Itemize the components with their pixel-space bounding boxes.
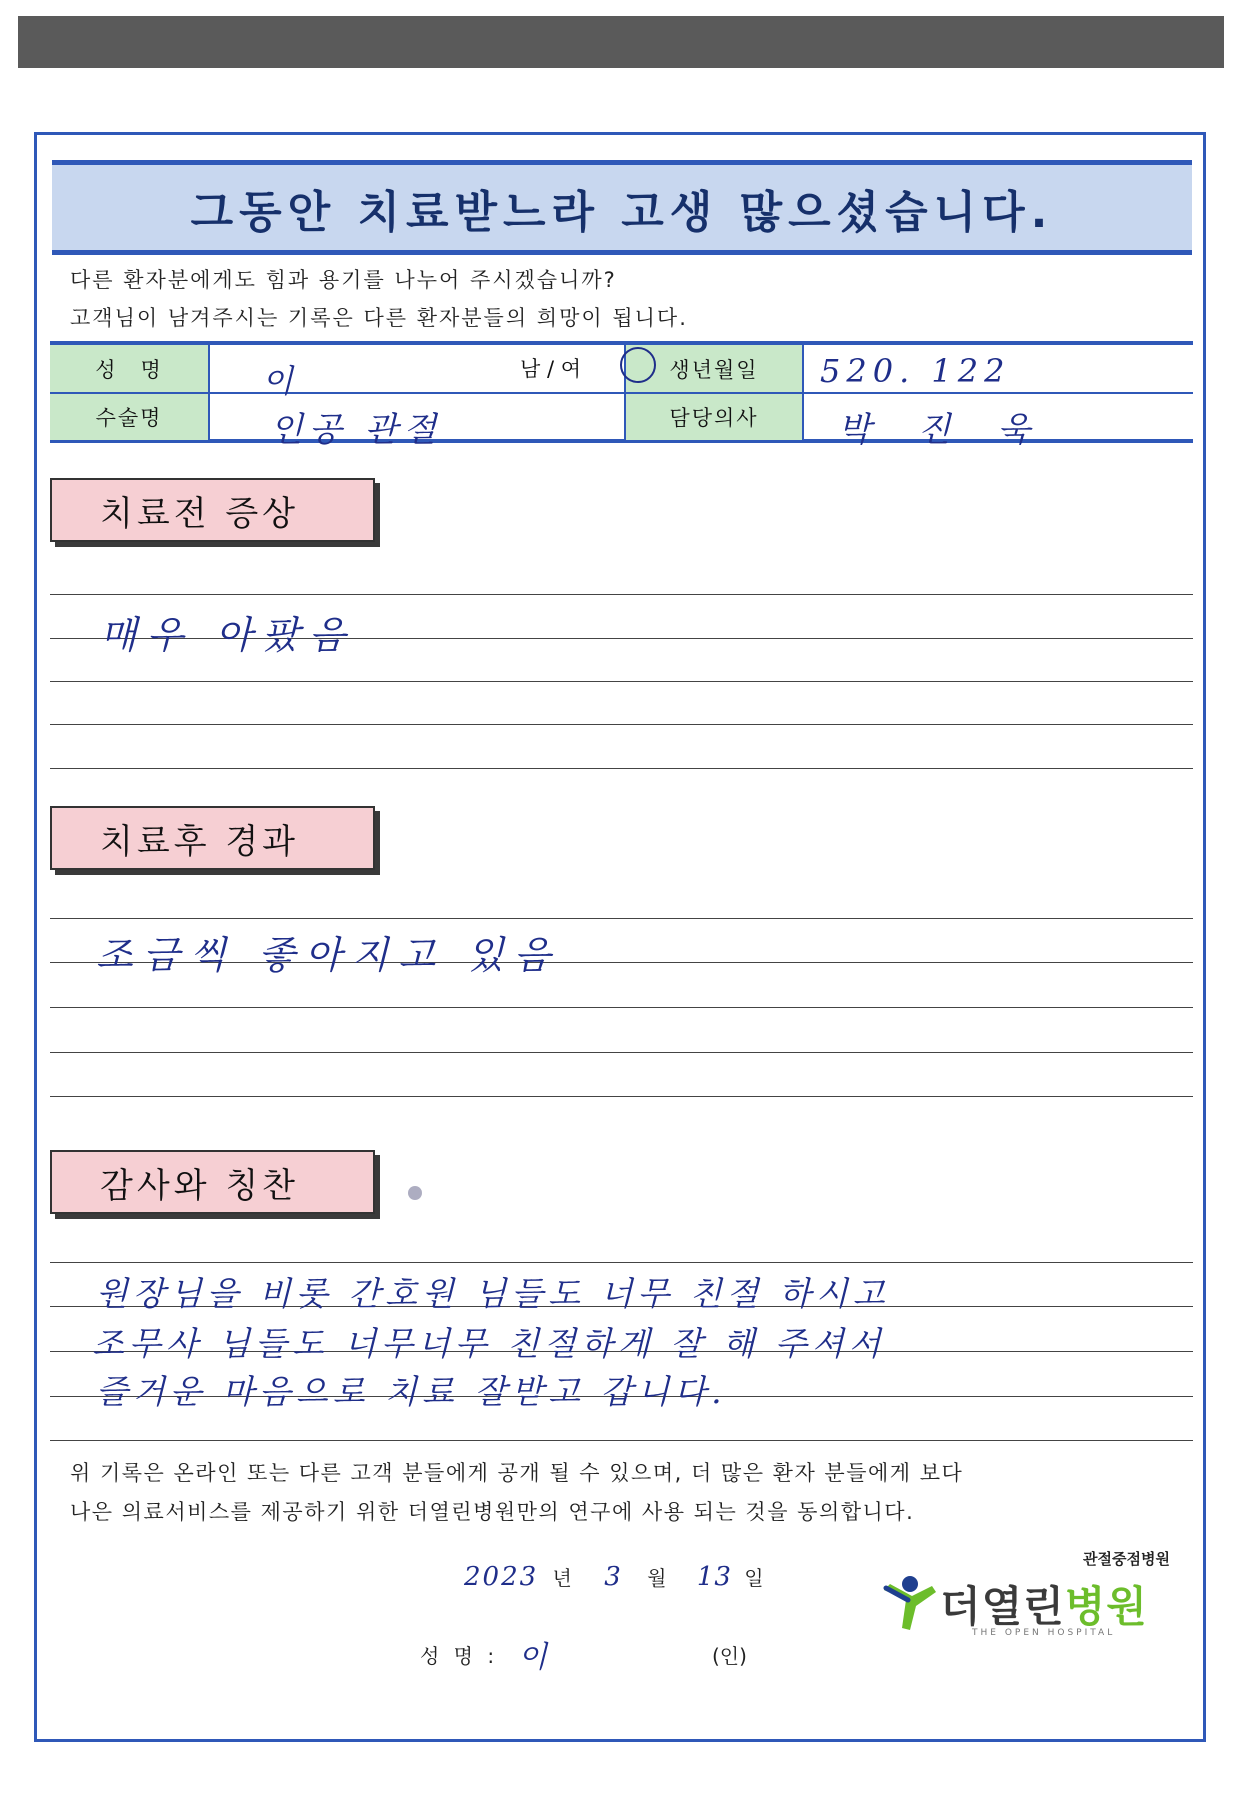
- gender-selection-circle: [620, 347, 656, 383]
- writing-line: [50, 918, 1193, 919]
- writing-line: [50, 1096, 1193, 1097]
- form-title: 그동안 치료받느라 고생 많으셨습니다.: [190, 186, 1054, 238]
- hospital-logo: [880, 1548, 1170, 1638]
- thanks-text-line-2: 조무사 님들도 너무너무 친절하게 잘 해 주셔서: [92, 1324, 886, 1363]
- date-day: 13: [696, 1562, 732, 1592]
- logo-name: [940, 1574, 1148, 1634]
- writing-line: [50, 724, 1193, 725]
- consent-line-2: 나은 의료서비스를 제공하기 위한 더열린병원만의 연구에 사용 되는 것을 동의합니다.: [70, 1500, 915, 1524]
- logo-english: THE OPEN HOSPITAL: [972, 1628, 1116, 1638]
- surgery-value: 인공 관절: [270, 410, 443, 450]
- date-year: 2023: [464, 1562, 539, 1592]
- writing-line: [50, 1440, 1193, 1441]
- open-person-icon: [880, 1570, 940, 1634]
- date-month: 3: [604, 1562, 627, 1592]
- title-banner: [52, 160, 1192, 255]
- gender-label: 남 / 여: [520, 357, 581, 381]
- scan-top-bar: [18, 16, 1224, 68]
- after-treatment-text: 조금씩 좋아지고 있음: [96, 933, 561, 977]
- date-row: [464, 1562, 764, 1592]
- logo-name-part1: 더열린: [940, 1582, 1065, 1631]
- section-label-thanks: 감사와 칭찬: [50, 1150, 375, 1214]
- writing-line: [50, 594, 1193, 595]
- consent-line-1: 위 기록은 온라인 또는 다른 고객 분들에게 공개 될 수 있으며, 더 많은 환자 분들에게 보다: [70, 1461, 964, 1485]
- signature-label: 성 명 :: [420, 1644, 499, 1668]
- info-table-divider: [50, 392, 1193, 394]
- doctor-label: 담당의사: [624, 394, 804, 440]
- birth-value: 520. 122: [820, 352, 1011, 390]
- date-day-unit: 일: [744, 1566, 764, 1590]
- intro-line-1: 다른 환자분에게도 힘과 용기를 나누어 주시겠습니까?: [70, 268, 617, 292]
- date-month-unit: 월: [647, 1566, 667, 1590]
- name-value: 이: [262, 362, 299, 400]
- writing-line: [50, 1262, 1193, 1263]
- writing-line: [50, 1052, 1193, 1053]
- writing-line: [50, 768, 1193, 769]
- thanks-text-line-1: 원장님을 비롯 간호원 님들도 너무 친절 하시고: [96, 1274, 890, 1313]
- section-label-after-treatment: 치료후 경과: [50, 806, 375, 870]
- before-treatment-text: 매우 아팠음: [100, 613, 356, 657]
- logo-name-part2: 병원: [1064, 1582, 1148, 1631]
- name-label: 성 명: [50, 345, 210, 392]
- writing-line: [50, 1007, 1193, 1008]
- date-year-unit: 년: [552, 1566, 572, 1590]
- ink-mark: [408, 1186, 422, 1200]
- section-label-before-treatment: 치료전 증상: [50, 478, 375, 542]
- signature-seal-mark: (인): [712, 1644, 747, 1668]
- surgery-label: 수술명: [50, 394, 210, 440]
- logo-subtitle: 관절중점병원: [1083, 1550, 1170, 1568]
- doctor-value: 박 진 욱: [838, 410, 1049, 450]
- signature-name: 이: [518, 1640, 553, 1675]
- intro-line-2: 고객님이 남겨주시는 기록은 다른 환자분들의 희망이 됩니다.: [70, 306, 688, 330]
- thanks-text-line-3: 즐거운 마음으로 치료 잘받고 갑니다.: [96, 1372, 727, 1411]
- writing-line: [50, 681, 1193, 682]
- birth-label: 생년월일: [624, 345, 804, 392]
